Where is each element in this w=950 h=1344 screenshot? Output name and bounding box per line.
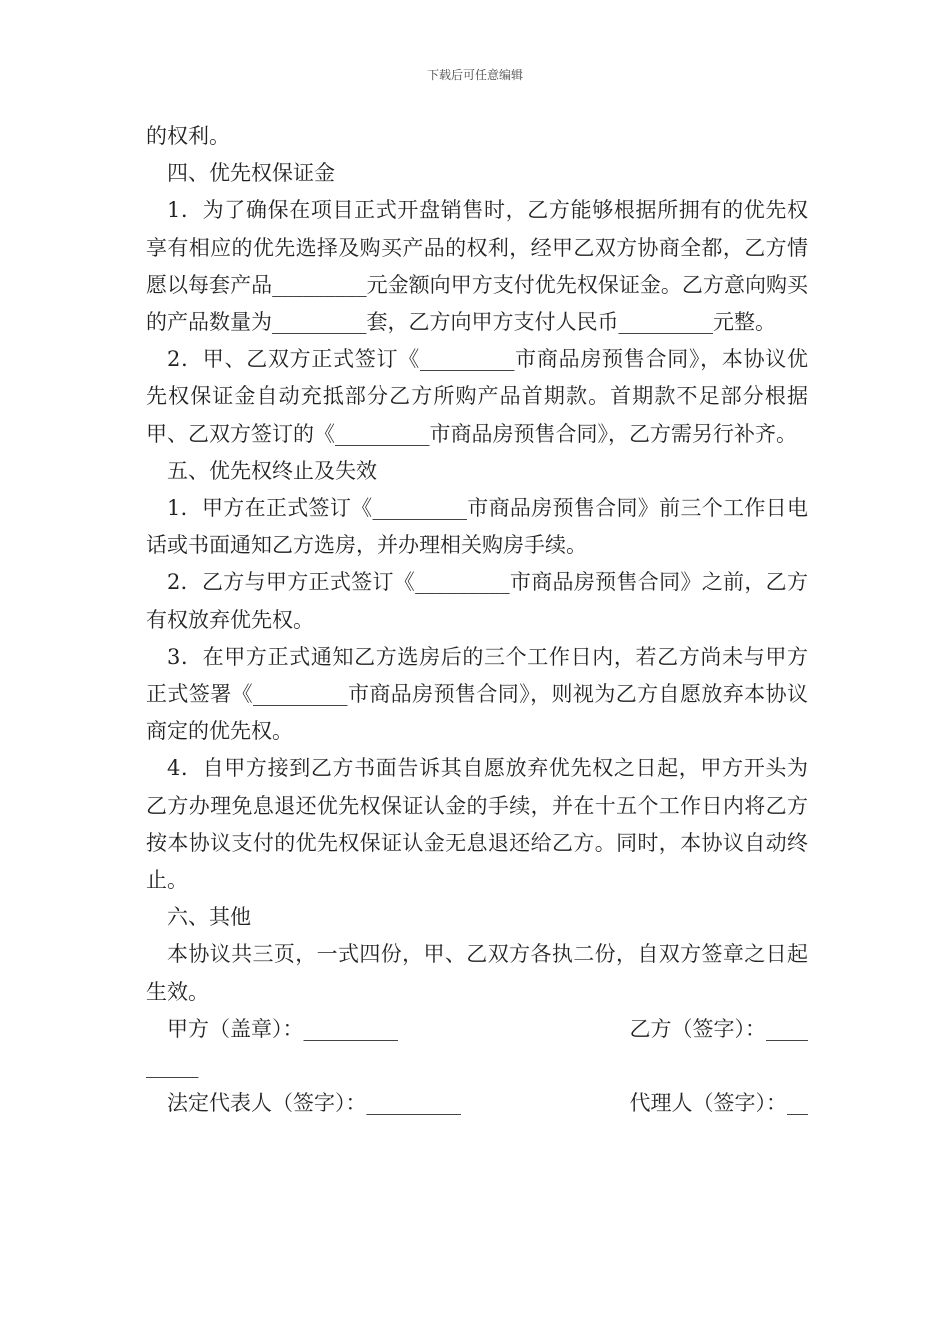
legal-representative-sign-field: 法定代表人（签字）：_________ (167, 1091, 461, 1116)
page-header-note: 下载后可任意编辑 (426, 68, 523, 82)
document-body (146, 118, 808, 1122)
section-heading-other: 六、其他 (167, 905, 251, 930)
signature-row-representatives (146, 1085, 808, 1122)
clause-4-1: 1．为了确保在项目正式开盘销售时，乙方能够根据所拥有的优先权享有相应的优先选择及购买产品的权利，经甲乙双方协商全都，乙方情愿以每套产品_________元金额向甲方支付优先权保证金。乙方意向购买的产品数量为_________套，乙方向甲方支付人民币_________元整。 (146, 198, 808, 335)
party-b-sign-field-continued: _____ (146, 1054, 199, 1079)
section-heading-termination: 五、优先权终止及失效 (167, 458, 377, 483)
clause-5-4: 4．自甲方接到乙方书面告诉其自愿放弃优先权之日起，甲方开头为乙方办理免息退还优先权保证认金的手续，并在十五个工作日内将乙方按本协议支付的优先权保证认金无息退还给乙方。同时，本协议自动终止。 (146, 756, 808, 893)
paragraph-rights-end: 的权利。 (146, 124, 230, 148)
signature-row-parties (146, 1011, 808, 1048)
clause-5-2: 2．乙方与甲方正式签订《_________市商品房预售合同》之前，乙方有权放弃优先权。 (146, 570, 808, 632)
party-b-sign-field: 乙方（签字）：____ (629, 1016, 808, 1041)
clause-5-3: 3．在甲方正式通知乙方选房后的三个工作日内，若乙方尚未与甲方正式签署《_________市商品房预售合同》，则视为乙方自愿放弃本协议商定的优先权。 (146, 644, 808, 744)
clause-6-1: 本协议共三页，一式四份，甲、乙双方各执二份，自双方签章之日起生效。 (146, 942, 808, 1004)
clause-5-1: 1．甲方在正式签订《_________市商品房预售合同》前三个工作日电话或书面通知乙方选房，并办理相关购房手续。 (146, 496, 808, 558)
section-heading-priority-deposit: 四、优先权保证金 (167, 161, 335, 186)
party-a-seal-field: 甲方（盖章）：_________ (167, 1016, 398, 1041)
clause-4-2: 2．甲、乙双方正式签订《_________市商品房预售合同》，本协议优先权保证金自动充抵部分乙方所购产品首期款。首期款不足部分根据甲、乙双方签订的《_________市商品房预售合同》，乙方需另行补齐。 (146, 347, 808, 446)
agent-sign-field: 代理人（签字）：__ (629, 1091, 808, 1116)
